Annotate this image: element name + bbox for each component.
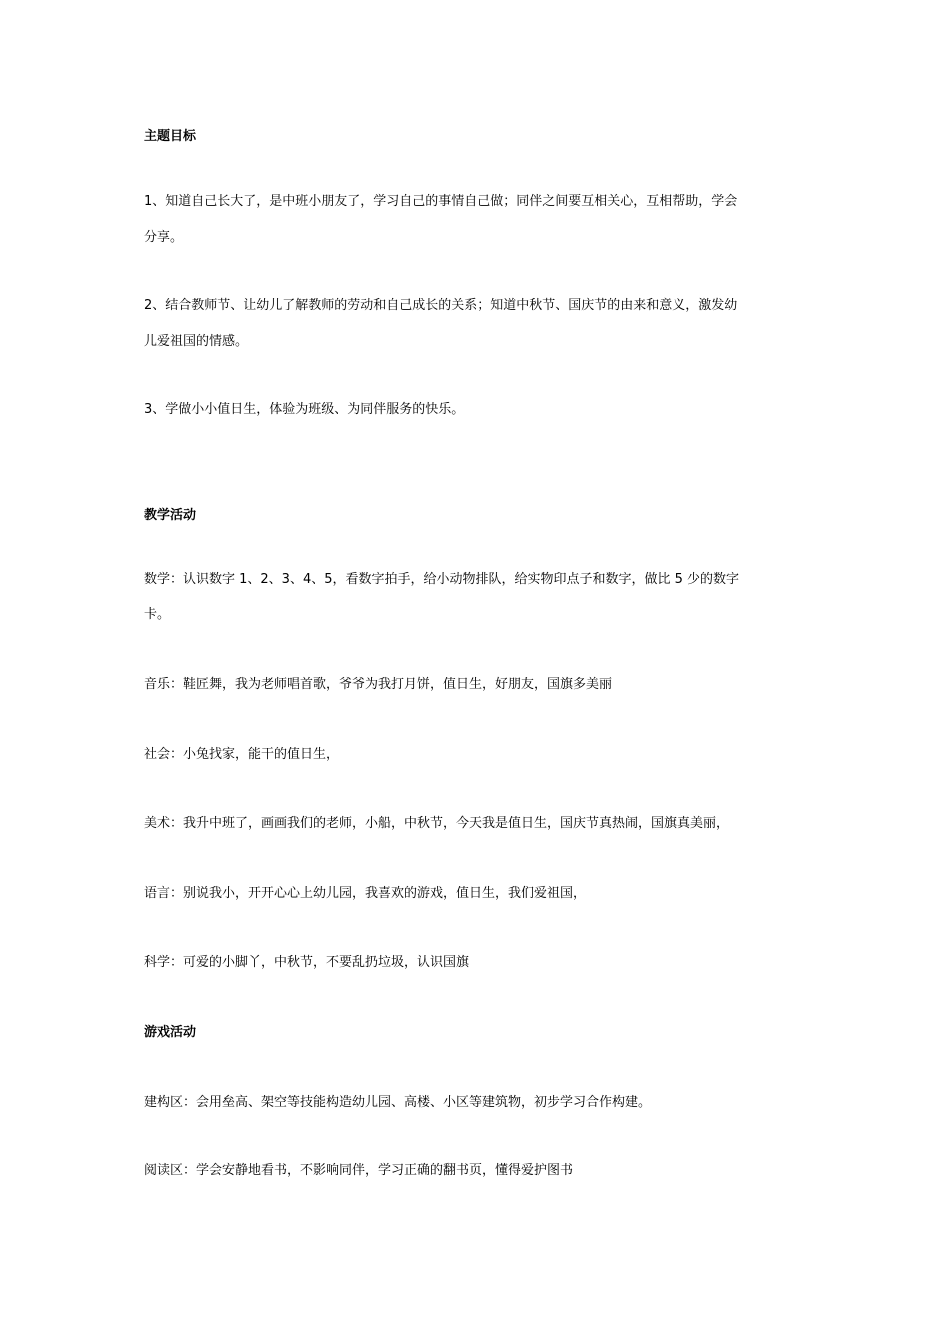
- teaching-science: 科学：可爱的小脚丫，中秋节，不要乱扔垃圾，认识国旗: [144, 955, 470, 970]
- section-heading-games: 游戏活动: [144, 1025, 197, 1040]
- games-construction: 建构区：会用垒高、架空等技能构造幼儿园、高楼、小区等建筑物，初步学习合作构建。: [144, 1095, 652, 1110]
- teaching-math-line-2: 卡。: [144, 607, 171, 622]
- section-heading-teaching: 教学活动: [144, 508, 197, 523]
- goal-item-3-line-1: 3、学做小小值日生，体验为班级、为同伴服务的快乐。: [144, 402, 465, 417]
- goal-item-1-line-1: 1、知道自己长大了，是中班小朋友了，学习自己的事情自己做；同伴之间要互相关心，互相帮助，学会: [144, 194, 738, 209]
- teaching-language: 语言：别说我小，开开心心上幼儿园，我喜欢的游戏，值日生，我们爱祖国，: [144, 886, 587, 901]
- games-reading: 阅读区：学会安静地看书，不影响同伴，学习正确的翻书页，懂得爱护图书: [144, 1163, 574, 1178]
- goal-item-2-line-2: 儿爱祖国的情感。: [144, 334, 249, 349]
- teaching-social: 社会：小兔找家，能干的值日生，: [144, 747, 340, 762]
- goal-item-2-line-1: 2、结合教师节、让幼儿了解教师的劳动和自己成长的关系；知道中秋节、国庆节的由来和意义，激发幼: [144, 298, 738, 313]
- teaching-art: 美术：我升中班了，画画我们的老师，小船，中秋节，今天我是值日生，国庆节真热闹，国旗真美丽，: [144, 816, 730, 831]
- goal-item-1-line-2: 分享。: [144, 230, 184, 245]
- section-heading-goals: 主题目标: [144, 129, 197, 144]
- teaching-math-line-1: 数学：认识数字 1、2、3、4、5，看数字拍手，给小动物排队，给实物印点子和数字，做比 5 少的数字: [144, 572, 740, 587]
- teaching-music: 音乐：鞋匠舞，我为老师唱首歌，爷爷为我打月饼，值日生，好朋友，国旗多美丽: [144, 677, 613, 692]
